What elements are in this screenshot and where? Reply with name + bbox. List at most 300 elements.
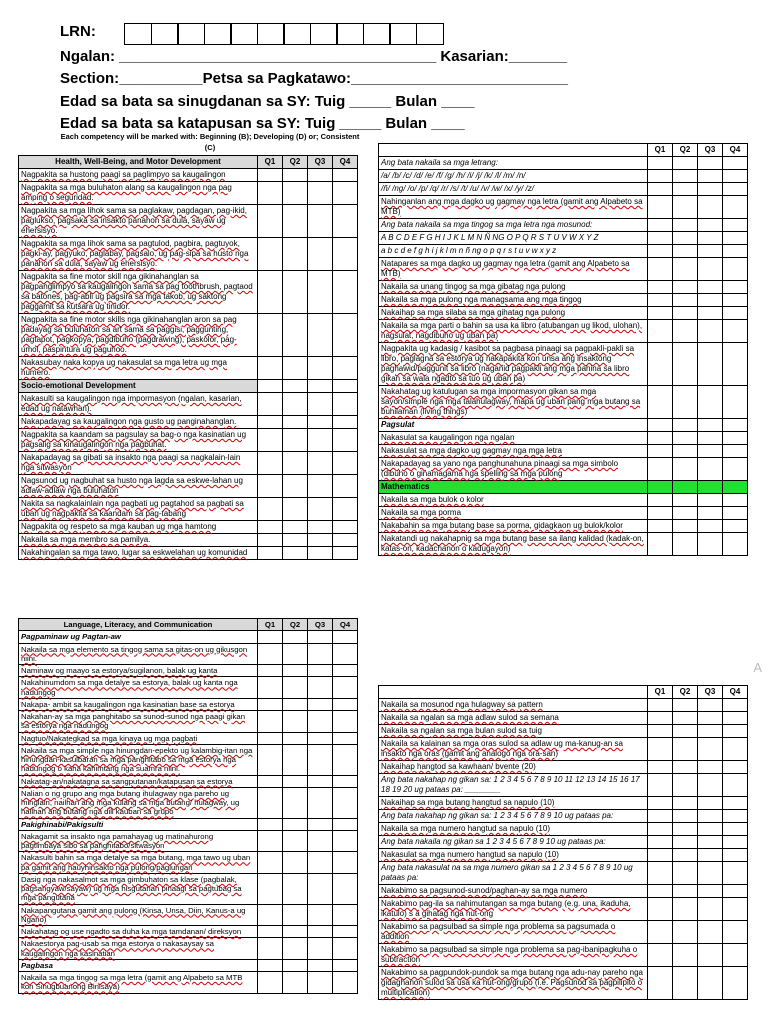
quarter-cell-q1[interactable] [648, 245, 673, 258]
quarter-cell-q4[interactable] [723, 307, 748, 320]
quarter-cell-q3[interactable] [308, 380, 333, 393]
quarter-cell-q4[interactable] [723, 533, 748, 556]
quarter-cell-q3[interactable] [698, 386, 723, 419]
quarter-cell-q4[interactable] [333, 775, 358, 787]
quarter-cell-q4[interactable] [333, 393, 358, 416]
quarter-cell-q4[interactable] [723, 761, 748, 774]
quarter-cell-q2[interactable] [283, 677, 308, 699]
quarter-cell-q2[interactable] [283, 787, 308, 818]
quarter-cell-q3[interactable] [698, 481, 723, 494]
quarter-cell-q1[interactable] [258, 169, 283, 182]
quarter-cell-q1[interactable] [648, 898, 673, 921]
quarter-cell-q3[interactable] [698, 294, 723, 307]
quarter-cell-q4[interactable] [723, 157, 748, 170]
quarter-cell-q3[interactable] [308, 972, 333, 994]
quarter-cell-q4[interactable] [723, 183, 748, 196]
quarter-cell-q2[interactable] [673, 761, 698, 774]
quarter-cell-q2[interactable] [673, 445, 698, 458]
quarter-cell-q4[interactable] [333, 959, 358, 971]
quarter-cell-q1[interactable] [258, 959, 283, 971]
quarter-cell-q2[interactable] [283, 314, 308, 357]
quarter-cell-q2[interactable] [283, 169, 308, 182]
quarter-cell-q1[interactable] [648, 774, 673, 797]
quarter-cell-q3[interactable] [308, 182, 333, 205]
quarter-cell-q3[interactable] [308, 475, 333, 498]
quarter-cell-q3[interactable] [698, 219, 723, 232]
quarter-cell-q4[interactable] [333, 205, 358, 238]
quarter-cell-q3[interactable] [308, 904, 333, 926]
quarter-cell-q1[interactable] [648, 170, 673, 183]
quarter-cell-q4[interactable] [723, 481, 748, 494]
quarter-cell-q1[interactable] [258, 665, 283, 677]
quarter-cell-q4[interactable] [333, 380, 358, 393]
quarter-cell-q2[interactable] [283, 711, 308, 733]
quarter-cell-q2[interactable] [673, 183, 698, 196]
quarter-cell-q4[interactable] [723, 797, 748, 810]
quarter-cell-q1[interactable] [258, 818, 283, 830]
quarter-cell-q3[interactable] [308, 314, 333, 357]
quarter-cell-q1[interactable] [258, 271, 283, 314]
quarter-cell-q3[interactable] [308, 852, 333, 874]
quarter-cell-q1[interactable] [258, 429, 283, 452]
quarter-cell-q3[interactable] [308, 631, 333, 643]
quarter-cell-q4[interactable] [333, 972, 358, 994]
quarter-cell-q1[interactable] [648, 836, 673, 849]
quarter-cell-q2[interactable] [283, 972, 308, 994]
quarter-cell-q2[interactable] [283, 393, 308, 416]
quarter-cell-q3[interactable] [698, 738, 723, 761]
quarter-cell-q1[interactable] [648, 507, 673, 520]
quarter-cell-q4[interactable] [723, 725, 748, 738]
quarter-cell-q3[interactable] [698, 898, 723, 921]
quarter-cell-q2[interactable] [673, 520, 698, 533]
quarter-cell-q1[interactable] [648, 944, 673, 967]
quarter-cell-q1[interactable] [258, 182, 283, 205]
quarter-cell-q1[interactable] [258, 643, 283, 665]
quarter-cell-q4[interactable] [723, 219, 748, 232]
quarter-cell-q1[interactable] [258, 744, 283, 775]
quarter-cell-q3[interactable] [308, 205, 333, 238]
quarter-cell-q2[interactable] [673, 823, 698, 836]
quarter-cell-q2[interactable] [283, 698, 308, 710]
quarter-cell-q1[interactable] [648, 533, 673, 556]
quarter-cell-q4[interactable] [333, 830, 358, 852]
quarter-cell-q3[interactable] [308, 926, 333, 938]
quarter-cell-q1[interactable] [648, 712, 673, 725]
quarter-cell-q4[interactable] [723, 294, 748, 307]
quarter-cell-q3[interactable] [698, 533, 723, 556]
quarter-cell-q4[interactable] [333, 938, 358, 960]
quarter-cell-q4[interactable] [723, 862, 748, 885]
quarter-cell-q2[interactable] [283, 534, 308, 547]
quarter-cell-q1[interactable] [258, 393, 283, 416]
quarter-cell-q1[interactable] [648, 183, 673, 196]
quarter-cell-q1[interactable] [258, 521, 283, 534]
quarter-cell-q2[interactable] [673, 862, 698, 885]
quarter-cell-q4[interactable] [333, 169, 358, 182]
quarter-cell-q2[interactable] [283, 631, 308, 643]
quarter-cell-q4[interactable] [333, 852, 358, 874]
quarter-cell-q2[interactable] [283, 238, 308, 271]
quarter-cell-q1[interactable] [648, 258, 673, 281]
quarter-cell-q2[interactable] [673, 885, 698, 898]
quarter-cell-q2[interactable] [283, 429, 308, 452]
quarter-cell-q3[interactable] [698, 432, 723, 445]
quarter-cell-q2[interactable] [283, 904, 308, 926]
quarter-cell-q2[interactable] [283, 926, 308, 938]
quarter-cell-q2[interactable] [283, 182, 308, 205]
quarter-cell-q2[interactable] [283, 416, 308, 429]
quarter-cell-q3[interactable] [308, 357, 333, 380]
quarter-cell-q2[interactable] [283, 665, 308, 677]
quarter-cell-q2[interactable] [673, 849, 698, 862]
quarter-cell-q4[interactable] [723, 836, 748, 849]
quarter-cell-q4[interactable] [723, 712, 748, 725]
quarter-cell-q2[interactable] [673, 320, 698, 343]
quarter-cell-q1[interactable] [648, 481, 673, 494]
quarter-cell-q1[interactable] [648, 458, 673, 481]
quarter-cell-q1[interactable] [648, 196, 673, 219]
quarter-cell-q4[interactable] [333, 926, 358, 938]
quarter-cell-q4[interactable] [723, 507, 748, 520]
quarter-cell-q2[interactable] [283, 732, 308, 744]
quarter-cell-q4[interactable] [333, 547, 358, 560]
quarter-cell-q2[interactable] [673, 419, 698, 432]
quarter-cell-q2[interactable] [673, 281, 698, 294]
quarter-cell-q4[interactable] [723, 520, 748, 533]
quarter-cell-q4[interactable] [723, 419, 748, 432]
quarter-cell-q4[interactable] [723, 774, 748, 797]
quarter-cell-q2[interactable] [673, 967, 698, 1000]
quarter-cell-q1[interactable] [648, 157, 673, 170]
quarter-cell-q2[interactable] [673, 219, 698, 232]
quarter-cell-q2[interactable] [673, 196, 698, 219]
quarter-cell-q1[interactable] [258, 452, 283, 475]
quarter-cell-q2[interactable] [673, 458, 698, 481]
quarter-cell-q3[interactable] [698, 494, 723, 507]
quarter-cell-q4[interactable] [333, 711, 358, 733]
quarter-cell-q2[interactable] [283, 498, 308, 521]
quarter-cell-q3[interactable] [308, 775, 333, 787]
quarter-cell-q3[interactable] [698, 797, 723, 810]
quarter-cell-q1[interactable] [648, 738, 673, 761]
quarter-cell-q2[interactable] [673, 836, 698, 849]
quarter-cell-q4[interactable] [333, 744, 358, 775]
quarter-cell-q3[interactable] [308, 938, 333, 960]
quarter-cell-q1[interactable] [648, 232, 673, 245]
quarter-cell-q3[interactable] [308, 732, 333, 744]
quarter-cell-q3[interactable] [698, 507, 723, 520]
quarter-cell-q4[interactable] [333, 452, 358, 475]
quarter-cell-q3[interactable] [698, 258, 723, 281]
quarter-cell-q3[interactable] [698, 699, 723, 712]
quarter-cell-q1[interactable] [648, 494, 673, 507]
quarter-cell-q3[interactable] [308, 643, 333, 665]
quarter-cell-q4[interactable] [333, 416, 358, 429]
quarter-cell-q4[interactable] [723, 258, 748, 281]
quarter-cell-q2[interactable] [673, 533, 698, 556]
quarter-cell-q4[interactable] [723, 445, 748, 458]
quarter-cell-q1[interactable] [258, 904, 283, 926]
quarter-cell-q3[interactable] [698, 157, 723, 170]
quarter-cell-q3[interactable] [698, 320, 723, 343]
quarter-cell-q4[interactable] [723, 885, 748, 898]
quarter-cell-q2[interactable] [673, 797, 698, 810]
quarter-cell-q3[interactable] [308, 873, 333, 904]
quarter-cell-q3[interactable] [698, 520, 723, 533]
quarter-cell-q1[interactable] [258, 926, 283, 938]
quarter-cell-q1[interactable] [648, 810, 673, 823]
quarter-cell-q2[interactable] [673, 170, 698, 183]
quarter-cell-q1[interactable] [258, 732, 283, 744]
quarter-cell-q3[interactable] [698, 761, 723, 774]
quarter-cell-q2[interactable] [283, 959, 308, 971]
quarter-cell-q3[interactable] [698, 836, 723, 849]
quarter-cell-q1[interactable] [258, 380, 283, 393]
quarter-cell-q4[interactable] [333, 498, 358, 521]
quarter-cell-q3[interactable] [308, 521, 333, 534]
quarter-cell-q2[interactable] [673, 343, 698, 386]
quarter-cell-q3[interactable] [308, 959, 333, 971]
quarter-cell-q1[interactable] [648, 419, 673, 432]
quarter-cell-q3[interactable] [308, 271, 333, 314]
quarter-cell-q2[interactable] [673, 921, 698, 944]
quarter-cell-q2[interactable] [283, 818, 308, 830]
quarter-cell-q2[interactable] [283, 852, 308, 874]
quarter-cell-q2[interactable] [673, 507, 698, 520]
quarter-cell-q4[interactable] [333, 677, 358, 699]
quarter-cell-q3[interactable] [308, 698, 333, 710]
quarter-cell-q4[interactable] [333, 238, 358, 271]
quarter-cell-q2[interactable] [283, 775, 308, 787]
quarter-cell-q1[interactable] [258, 852, 283, 874]
quarter-cell-q1[interactable] [258, 534, 283, 547]
quarter-cell-q4[interactable] [333, 818, 358, 830]
quarter-cell-q1[interactable] [258, 631, 283, 643]
quarter-cell-q4[interactable] [723, 320, 748, 343]
quarter-cell-q1[interactable] [258, 416, 283, 429]
quarter-cell-q4[interactable] [723, 898, 748, 921]
quarter-cell-q1[interactable] [648, 725, 673, 738]
quarter-cell-q3[interactable] [308, 534, 333, 547]
quarter-cell-q2[interactable] [673, 712, 698, 725]
quarter-cell-q3[interactable] [308, 830, 333, 852]
quarter-cell-q2[interactable] [283, 643, 308, 665]
quarter-cell-q3[interactable] [698, 458, 723, 481]
quarter-cell-q4[interactable] [333, 665, 358, 677]
quarter-cell-q3[interactable] [308, 677, 333, 699]
quarter-cell-q4[interactable] [723, 849, 748, 862]
quarter-cell-q1[interactable] [648, 320, 673, 343]
quarter-cell-q4[interactable] [723, 738, 748, 761]
quarter-cell-q3[interactable] [698, 245, 723, 258]
quarter-cell-q2[interactable] [673, 157, 698, 170]
quarter-cell-q2[interactable] [673, 738, 698, 761]
quarter-cell-q4[interactable] [723, 432, 748, 445]
quarter-cell-q2[interactable] [673, 810, 698, 823]
quarter-cell-q4[interactable] [723, 699, 748, 712]
quarter-cell-q4[interactable] [723, 386, 748, 419]
quarter-cell-q3[interactable] [308, 498, 333, 521]
quarter-cell-q1[interactable] [258, 314, 283, 357]
quarter-cell-q1[interactable] [258, 698, 283, 710]
quarter-cell-q2[interactable] [673, 232, 698, 245]
quarter-cell-q1[interactable] [648, 520, 673, 533]
quarter-cell-q4[interactable] [333, 873, 358, 904]
quarter-cell-q3[interactable] [698, 967, 723, 1000]
quarter-cell-q4[interactable] [333, 521, 358, 534]
quarter-cell-q2[interactable] [283, 830, 308, 852]
quarter-cell-q4[interactable] [333, 631, 358, 643]
quarter-cell-q2[interactable] [283, 452, 308, 475]
quarter-cell-q2[interactable] [673, 494, 698, 507]
quarter-cell-q4[interactable] [723, 343, 748, 386]
quarter-cell-q2[interactable] [673, 699, 698, 712]
quarter-cell-q3[interactable] [698, 862, 723, 885]
quarter-cell-q4[interactable] [333, 475, 358, 498]
quarter-cell-q3[interactable] [698, 823, 723, 836]
quarter-cell-q2[interactable] [673, 898, 698, 921]
quarter-cell-q2[interactable] [673, 258, 698, 281]
quarter-cell-q3[interactable] [698, 774, 723, 797]
quarter-cell-q1[interactable] [258, 498, 283, 521]
quarter-cell-q2[interactable] [283, 475, 308, 498]
quarter-cell-q1[interactable] [648, 219, 673, 232]
quarter-cell-q4[interactable] [333, 643, 358, 665]
quarter-cell-q3[interactable] [698, 849, 723, 862]
quarter-cell-q1[interactable] [258, 677, 283, 699]
quarter-cell-q1[interactable] [258, 205, 283, 238]
quarter-cell-q4[interactable] [333, 429, 358, 452]
quarter-cell-q2[interactable] [673, 774, 698, 797]
quarter-cell-q1[interactable] [258, 830, 283, 852]
quarter-cell-q4[interactable] [723, 494, 748, 507]
quarter-cell-q2[interactable] [283, 205, 308, 238]
quarter-cell-q1[interactable] [258, 547, 283, 560]
quarter-cell-q2[interactable] [673, 307, 698, 320]
quarter-cell-q2[interactable] [673, 725, 698, 738]
quarter-cell-q4[interactable] [723, 245, 748, 258]
quarter-cell-q2[interactable] [673, 944, 698, 967]
quarter-cell-q3[interactable] [308, 665, 333, 677]
quarter-cell-q1[interactable] [648, 849, 673, 862]
quarter-cell-q3[interactable] [698, 183, 723, 196]
quarter-cell-q3[interactable] [698, 232, 723, 245]
quarter-cell-q3[interactable] [698, 170, 723, 183]
quarter-cell-q3[interactable] [698, 343, 723, 386]
quarter-cell-q1[interactable] [258, 711, 283, 733]
quarter-cell-q1[interactable] [258, 475, 283, 498]
quarter-cell-q4[interactable] [333, 787, 358, 818]
quarter-cell-q3[interactable] [698, 307, 723, 320]
quarter-cell-q3[interactable] [308, 416, 333, 429]
quarter-cell-q3[interactable] [308, 429, 333, 452]
quarter-cell-q3[interactable] [698, 944, 723, 967]
quarter-cell-q3[interactable] [308, 452, 333, 475]
quarter-cell-q2[interactable] [673, 386, 698, 419]
quarter-cell-q3[interactable] [308, 169, 333, 182]
quarter-cell-q2[interactable] [283, 521, 308, 534]
quarter-cell-q4[interactable] [723, 823, 748, 836]
quarter-cell-q1[interactable] [258, 238, 283, 271]
quarter-cell-q1[interactable] [648, 699, 673, 712]
quarter-cell-q1[interactable] [258, 787, 283, 818]
quarter-cell-q4[interactable] [723, 810, 748, 823]
quarter-cell-q2[interactable] [283, 271, 308, 314]
quarter-cell-q3[interactable] [308, 818, 333, 830]
quarter-cell-q3[interactable] [698, 445, 723, 458]
quarter-cell-q4[interactable] [723, 944, 748, 967]
quarter-cell-q1[interactable] [648, 307, 673, 320]
quarter-cell-q3[interactable] [308, 744, 333, 775]
quarter-cell-q3[interactable] [698, 712, 723, 725]
quarter-cell-q1[interactable] [648, 432, 673, 445]
quarter-cell-q1[interactable] [648, 761, 673, 774]
quarter-cell-q4[interactable] [333, 271, 358, 314]
quarter-cell-q1[interactable] [258, 357, 283, 380]
quarter-cell-q1[interactable] [258, 972, 283, 994]
quarter-cell-q1[interactable] [648, 967, 673, 1000]
quarter-cell-q3[interactable] [698, 725, 723, 738]
quarter-cell-q4[interactable] [723, 281, 748, 294]
quarter-cell-q1[interactable] [648, 445, 673, 458]
quarter-cell-q2[interactable] [673, 294, 698, 307]
quarter-cell-q4[interactable] [723, 458, 748, 481]
quarter-cell-q2[interactable] [283, 938, 308, 960]
quarter-cell-q1[interactable] [648, 823, 673, 836]
quarter-cell-q4[interactable] [723, 967, 748, 1000]
quarter-cell-q4[interactable] [723, 170, 748, 183]
quarter-cell-q4[interactable] [723, 921, 748, 944]
quarter-cell-q4[interactable] [333, 357, 358, 380]
quarter-cell-q1[interactable] [258, 938, 283, 960]
quarter-cell-q3[interactable] [698, 921, 723, 944]
quarter-cell-q4[interactable] [333, 698, 358, 710]
quarter-cell-q2[interactable] [673, 481, 698, 494]
quarter-cell-q4[interactable] [723, 232, 748, 245]
quarter-cell-q3[interactable] [698, 196, 723, 219]
quarter-cell-q1[interactable] [258, 775, 283, 787]
quarter-cell-q2[interactable] [283, 357, 308, 380]
quarter-cell-q3[interactable] [698, 419, 723, 432]
quarter-cell-q1[interactable] [648, 885, 673, 898]
quarter-cell-q2[interactable] [673, 245, 698, 258]
quarter-cell-q3[interactable] [308, 711, 333, 733]
quarter-cell-q1[interactable] [648, 862, 673, 885]
quarter-cell-q1[interactable] [648, 343, 673, 386]
quarter-cell-q2[interactable] [283, 873, 308, 904]
quarter-cell-q2[interactable] [283, 380, 308, 393]
quarter-cell-q3[interactable] [308, 393, 333, 416]
quarter-cell-q1[interactable] [648, 797, 673, 810]
quarter-cell-q2[interactable] [673, 432, 698, 445]
quarter-cell-q3[interactable] [308, 238, 333, 271]
quarter-cell-q3[interactable] [698, 810, 723, 823]
quarter-cell-q4[interactable] [333, 904, 358, 926]
lrn-boxes[interactable] [124, 23, 442, 45]
quarter-cell-q1[interactable] [648, 386, 673, 419]
quarter-cell-q4[interactable] [333, 314, 358, 357]
quarter-cell-q3[interactable] [698, 885, 723, 898]
quarter-cell-q4[interactable] [723, 196, 748, 219]
quarter-cell-q1[interactable] [648, 294, 673, 307]
quarter-cell-q3[interactable] [698, 281, 723, 294]
quarter-cell-q4[interactable] [333, 732, 358, 744]
quarter-cell-q4[interactable] [333, 534, 358, 547]
quarter-cell-q3[interactable] [308, 547, 333, 560]
quarter-cell-q1[interactable] [648, 281, 673, 294]
quarter-cell-q2[interactable] [283, 547, 308, 560]
